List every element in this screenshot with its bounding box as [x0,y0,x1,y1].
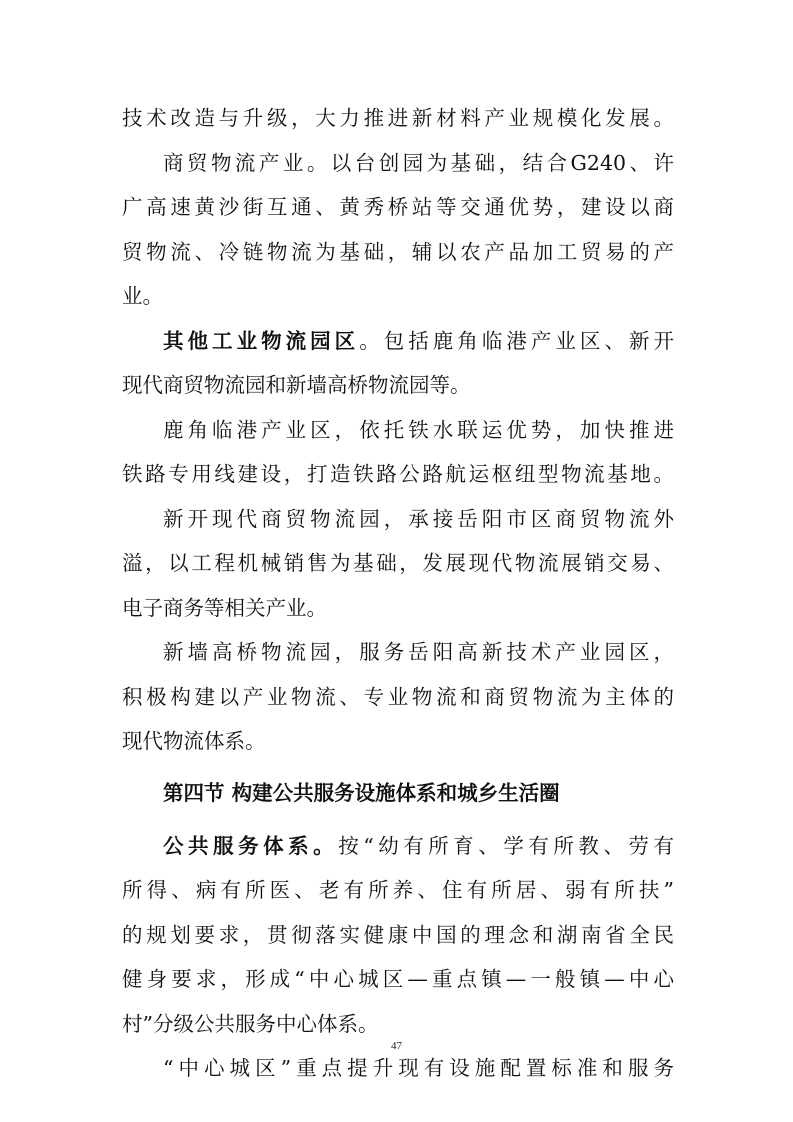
paragraph-line: 新开现代商贸物流园，承接岳阳市区商贸物流外 [163,506,674,531]
paragraph-line: 新墙高桥物流园，服务岳阳高新技术产业园区， [163,640,674,664]
paragraph-line: “中心城区”重点提升现有设施配置标准和服务 [163,1056,674,1080]
paragraph-line: 现代物流体系。 [122,729,266,753]
document-body [122,96,674,1091]
paragraph-line: 积极构建以产业物流、专业物流和商贸物流为主体的 [122,684,674,709]
paragraph-line: 技术改造与升级，大力推进新材料产业规模化发展。 [122,106,674,130]
paragraph-line: 健身要求，形成“中心城区—重点镇—一般镇—中心 [122,967,674,991]
paragraph-line: 现代商贸物流园和新墙高桥物流园等。 [122,373,471,397]
bold-lead: 公共服务体系。 [163,833,339,858]
paragraph-line: 鹿角临港产业区，依托铁水联运优势，加快推进 [163,417,674,442]
section-heading: 第四节 构建公共服务设施体系和城乡生活圈 [163,780,560,805]
paragraph-line: 溢，以工程机械销售为基础，发展现代物流展销交易、 [122,551,674,575]
paragraph-line: 村”分级公共服务中心体系。 [122,1011,379,1036]
paragraph-line: 的规划要求，贯彻落实健康中国的理念和湖南省全民 [122,922,674,947]
paragraph-line: 贸物流、冷链物流为基础，辅以农产品加工贸易的产 [122,239,674,264]
paragraph-line [122,824,674,869]
paragraph-line: 广高速黄沙街互通、黄秀桥站等交通优势，建设以商 [122,195,674,219]
paragraph-line: 业。 [122,284,163,308]
paragraph-line: 所得、病有所医、老有所养、住有所居、弱有所扶” [122,878,674,902]
paragraph-line: 电子商务等相关产业。 [122,595,327,620]
line-text: 按“幼有所育、学有所教、劳有 [338,833,675,858]
bold-lead: 其他工业物流园区 [163,328,360,353]
line-text: 。包括鹿角临港产业区、新开 [359,328,675,353]
page-number: 47 [391,1040,402,1052]
paragraph-line: 铁路专用线建设，打造铁路公路航运枢纽型物流基地。 [122,462,674,486]
paragraph-line: 商贸物流产业。以台创园为基础，结合G240、许 [163,150,674,175]
paragraph-line [122,319,674,364]
